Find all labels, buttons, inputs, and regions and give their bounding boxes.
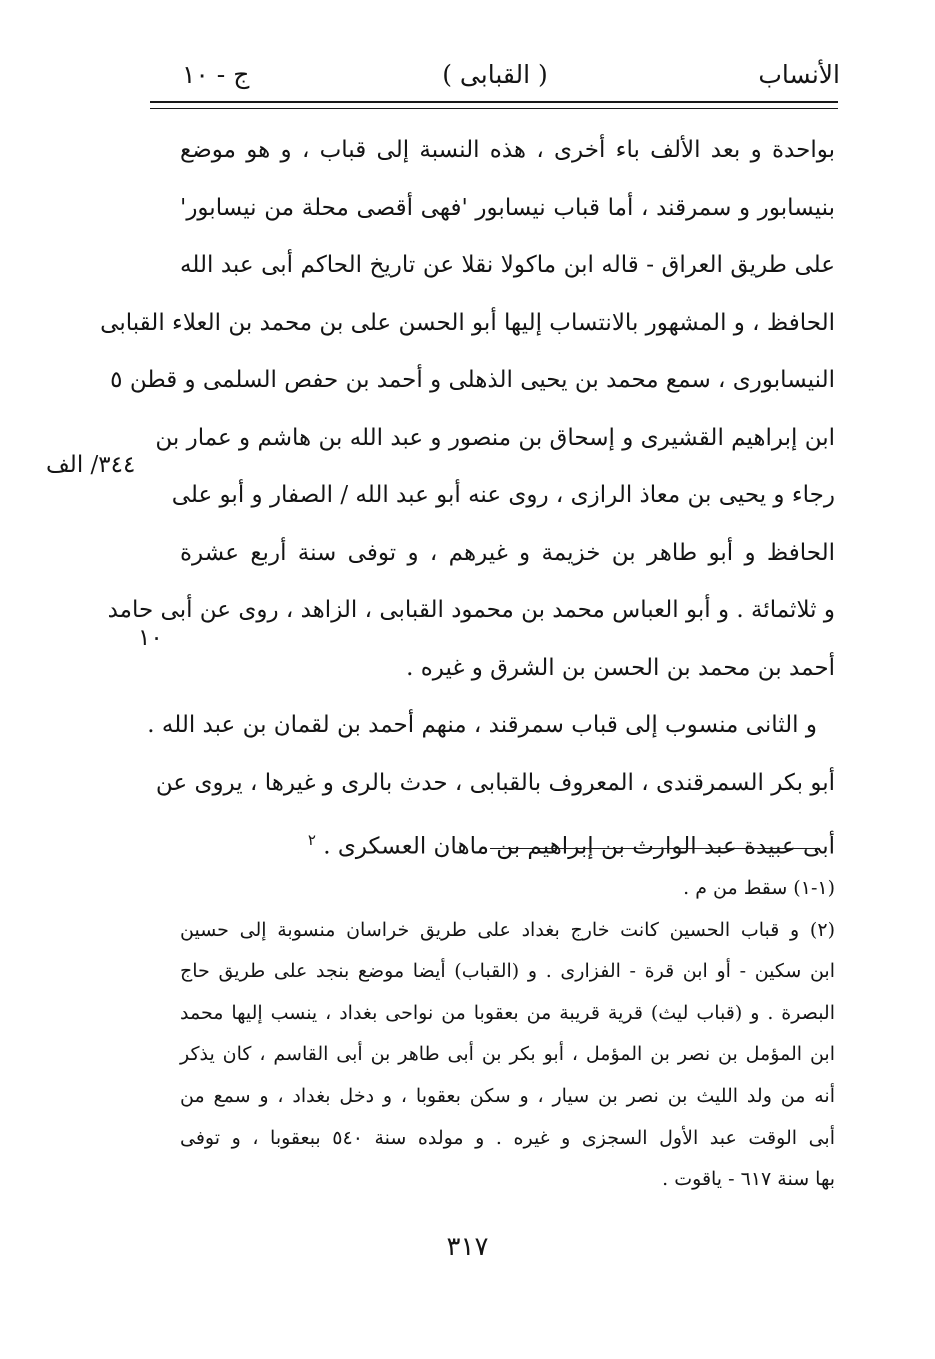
text-line: أحمد بن محمد بن الحسن بن الشرق و غيره .: [406, 654, 835, 681]
text-line-final: [180, 812, 835, 870]
text-line: بواحدة و بعد الألف باء أخرى ، هذه النسبة إلى قباب ، و هو موضع: [180, 137, 835, 163]
header-rule-thick: [150, 101, 838, 103]
header-rule-thin: [150, 108, 838, 109]
running-header: [150, 56, 840, 100]
footnote-line: (٢) و قباب الحسين كانت خارج بغداد على طريق خراسان منسوبة إلى حسين: [180, 918, 835, 941]
header-entry-title: ( القبابى ): [442, 60, 548, 89]
footnote-line: البصرة . و (قباب ليث) قرية قريبة من بعقوبا من نواحى بغداد ، ينسب إليها محمد: [180, 1001, 835, 1024]
text-line: رجاء و يحيى بن معاذ الرازى ، روى عنه أبو عبد الله / الصفار و أبو على: [171, 482, 835, 508]
text-line: النيسابورى ، سمع محمد بن يحيى الذهلى و أحمد بن حفص السلمى و قطن ٥: [110, 367, 835, 393]
text-line: ابن إبراهيم القشيرى و إسحاق بن منصور و عبد الله بن هاشم و عمار بن: [155, 424, 835, 451]
text-line-content: أبى عبيدة عبد الوارث بن إبراهيم بن ماهان العسكرى .: [323, 833, 835, 860]
text-line: بنيسابور و سمرقند ، أما قباب نيسابور 'فهى أقصى محلة من نيسابور': [180, 194, 835, 221]
text-line: الحافظ و أبو طاهر بن خزيمة و غيرهم ، و توفى سنة أربع عشرة: [180, 539, 835, 566]
margin-line-number: ١٠: [138, 625, 163, 651]
footnotes: [180, 868, 835, 1201]
header-volume: ج - ١٠: [182, 60, 250, 89]
text-line: أبو بكر السمرقندى ، المعروف بالقبابى ، حدث بالرى و غيرها ، يروى عن: [155, 769, 835, 796]
footnote-line: أنه من ولد الليث بن نصر بن سيار ، و سكن بعقوبا ، و دخل بغداد ، و سمع من: [180, 1084, 835, 1107]
footnote-separator: [490, 848, 820, 849]
text-line: و الثانى منسوب إلى قباب سمرقند ، منهم أحمد بن لقمان بن عبد الله .: [147, 712, 817, 738]
page-number: ٣١٧: [446, 1232, 489, 1262]
footnote-line: (١-١) سقط من م .: [683, 877, 835, 899]
footnote-line: بها سنة ٦١٧ - ياقوت .: [662, 1168, 835, 1191]
margin-folio-marker: ٣٤٤/ الف: [46, 452, 136, 478]
footnote-reference: ٢: [307, 831, 316, 849]
header-book-title: الأنساب: [758, 60, 840, 89]
text-line: على طريق العراق - قاله ابن ماكولا نقلا عن تاريخ الحاكم أبى عبد الله: [180, 252, 835, 278]
footnote-line: ابن سكين - أو ابن قرة - الفزارى . و (القباب) أيضا موضع بنجد على طريق حاج: [180, 960, 835, 983]
text-line: الحافظ ، و المشهور بالانتساب إليها أبو الحسن على بن محمد بن العلاء القبابى: [100, 309, 835, 336]
text-line: و ثلاثمائة . و أبو العباس محمد بن محمود القبابى ، الزاهد ، روى عن أبى حامد: [107, 597, 835, 623]
footnote-line: أبى الوقت عبد الأول السجزى و غيره . و مولده سنة ٥٤٠ ببعقوبا ، و توفى: [180, 1126, 835, 1149]
footnote-line: ابن المؤمل بن نصر بن المؤمل ، أبو بكر بن أبى طاهر بن أبى القاسم ، كان يذكر: [180, 1043, 835, 1066]
